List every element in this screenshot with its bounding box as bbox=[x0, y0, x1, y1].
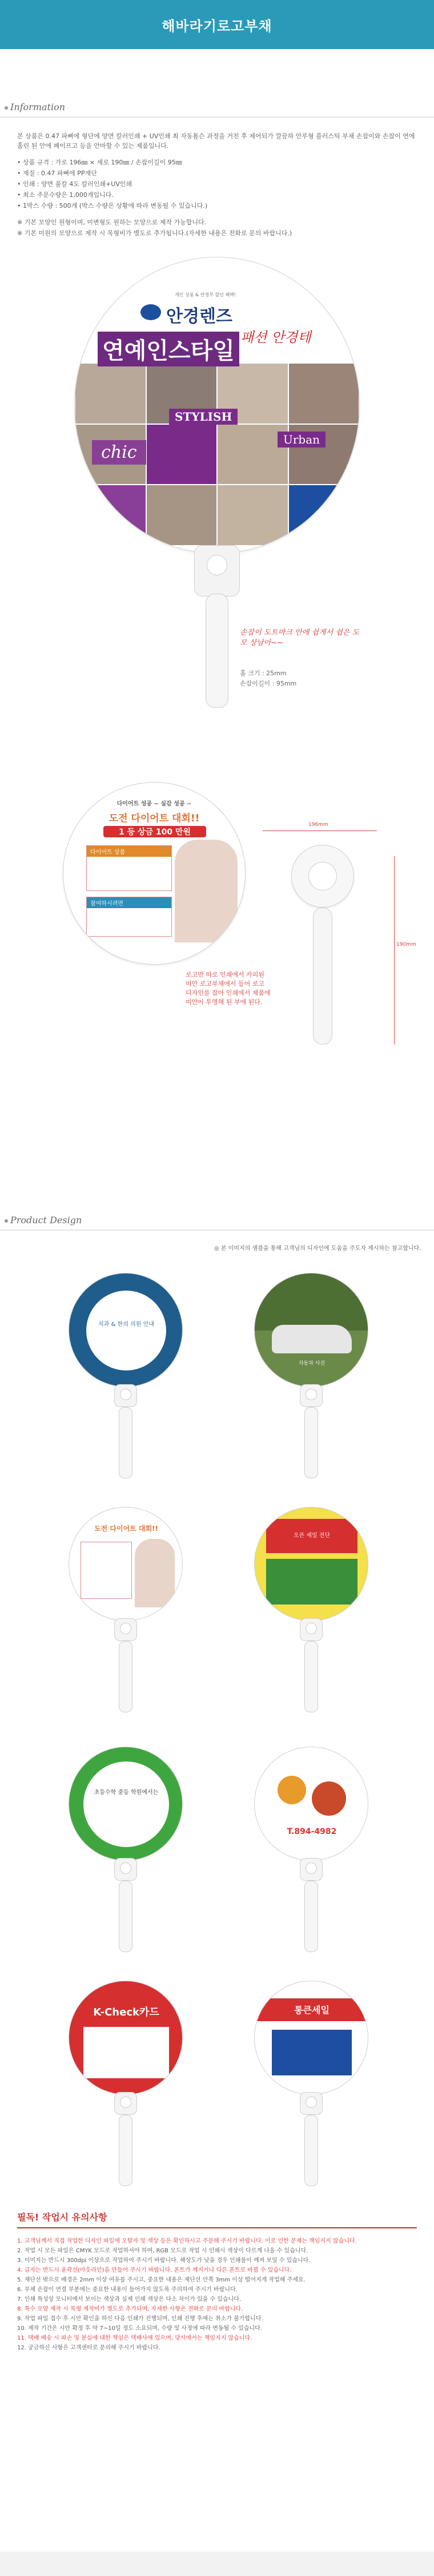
caution-item: 6. 부채 손잡이 연결 부분에는 중요한 내용이 들어가지 않도록 주의하여 주시기 바랍니다. bbox=[17, 2287, 238, 2293]
handle-length: 손잡이길이 : 95mm bbox=[240, 680, 297, 687]
caution-title: 필독! 작업시 유의사항 bbox=[17, 2212, 107, 2223]
sample-caption: T.894-4982 bbox=[287, 1827, 337, 1836]
front-model-photo bbox=[175, 840, 238, 942]
sample-caption: 초등수학 중등 학원에서는 bbox=[94, 1789, 159, 1796]
sample-caption: 통큰세일 bbox=[294, 2005, 329, 2015]
front-challenge: 도전 다이어트 대회!! bbox=[108, 813, 200, 824]
fan-front-disc bbox=[63, 782, 246, 965]
sample-diet bbox=[69, 1507, 183, 1712]
sample-hole bbox=[306, 1623, 317, 1634]
spec-material: • 재질 : 0.47 파뼈에 PP재단 bbox=[17, 170, 97, 177]
sample-disc bbox=[254, 1273, 368, 1387]
product-design-header bbox=[0, 1204, 434, 1240]
spec-size: • 상품 규격 : 가로 196㎜ × 세로 190㎜ / 손잡이길이 95㎜ bbox=[17, 159, 182, 166]
divider bbox=[0, 1229, 434, 1231]
front-section-box-1 bbox=[86, 845, 172, 891]
sample-hole bbox=[306, 1389, 317, 1400]
front-section-box-2 bbox=[86, 897, 172, 937]
sample-caption: 도전 다이어트 대회!! bbox=[94, 1525, 159, 1533]
caution-item: 11. 택배 배송 시 파손 및 분실에 대한 책임은 택배사에 있으며, 당사에서는 책임지지 않습니다. bbox=[17, 2335, 252, 2341]
front-section-1: 다이어트 상품 bbox=[87, 846, 171, 857]
spec-box: • 1박스 수량 : 500개 (박스 수량은 상황에 따라 변동될 수 있습니다.) bbox=[17, 202, 208, 209]
sample-caption: 오픈 세일 전단 bbox=[293, 1533, 331, 1539]
sample-handle bbox=[119, 1407, 132, 1478]
width-dimension-label: 196mm bbox=[308, 822, 328, 828]
sample-hole bbox=[120, 1389, 131, 1400]
sample-card bbox=[69, 1981, 183, 2186]
fan-brand: 안경렌즈 bbox=[166, 307, 232, 326]
sample-disc bbox=[254, 1507, 368, 1621]
caution-item: 4. 글자는 반드시 윤곽선(아웃라인)을 만들어 주시기 바랍니다. 폰트가 깨지거나 다른 폰트로 바뀔 수 있습니다. bbox=[17, 2267, 292, 2273]
information-text bbox=[17, 131, 417, 239]
caution-item: 10. 제작 기간은 시안 확정 후 약 7~10일 정도 소요되며, 수량 및 사정에 따라 변동될 수 있습니다. bbox=[17, 2325, 263, 2332]
front-section-2: 참여하시려면 bbox=[87, 897, 171, 908]
product-design-intro: ◎ 본 이미지의 샘플을 통해 고객님의 디자인에 도움을 주도자 제시하는 참고합니다. bbox=[214, 1245, 421, 1252]
sample-caption: 치과 & 한의 의원 안내 bbox=[98, 1321, 154, 1328]
caution-list bbox=[17, 2236, 417, 2353]
side-handle bbox=[313, 908, 332, 1045]
sample-disc bbox=[254, 1747, 368, 1861]
caution-divider bbox=[17, 2227, 417, 2228]
sample-handle bbox=[304, 2115, 318, 2186]
sample-hole bbox=[306, 2097, 317, 2108]
note-mold: ※ 기본 미원의 모양으로 제작 시 목형비가 별도로 추가됩니다.(자세한 내용은 전화로 문의 바랍니다.) bbox=[17, 229, 292, 237]
fan-hole bbox=[207, 555, 227, 575]
sample-car bbox=[254, 1273, 368, 1478]
information-header bbox=[0, 91, 434, 127]
fan-subtitle: 패션 안경테 bbox=[240, 329, 311, 345]
fan-front-view bbox=[63, 782, 246, 965]
information-label: Information bbox=[10, 102, 66, 112]
fan-disc bbox=[74, 257, 360, 554]
sample-handle bbox=[119, 1641, 132, 1712]
sample-hole bbox=[120, 2097, 131, 2108]
urban-label: Urban bbox=[278, 432, 326, 448]
sample-open bbox=[254, 1981, 368, 2186]
logo-callout: 로고만 따로 인쇄에서 카피된 미안 로고부채에서 들어 로고 디자인를 잡아 인쇄에서 제품에 미안이 투명해 된 부에 된다. bbox=[186, 971, 271, 1006]
sample-disc bbox=[69, 1507, 183, 1621]
caution-item: 12. 궁금하신 사항은 고객센터로 문의해 주시기 바랍니다. bbox=[17, 2345, 160, 2351]
page-footer bbox=[0, 2551, 434, 2576]
spec-print: • 인쇄 : 양면 풀칼 4도 칼러인쇄+UV인쇄 bbox=[17, 180, 132, 188]
sample-handle bbox=[304, 1641, 318, 1712]
sample-hole bbox=[306, 1863, 317, 1874]
sample-caption: K-Check카드 bbox=[93, 2006, 159, 2018]
sample-handle bbox=[119, 1881, 132, 1952]
info-intro: 본 상품은 0.47 파뼈에 형단에 양면 칼러인쇄 + UV인쇄 최 자동톰슨 과정을 거친 후 제어되가 깔끔하 안루형 플러스틱 부채 손잡이와 손잡이 연에 홀린 된 안에 페이프고 등을 안마할 수 있는 제품입니다. bbox=[17, 132, 415, 150]
fan-title: 연예인스타일 bbox=[98, 332, 239, 366]
caution-item: 1. 고객님께서 직접 작업한 디자인 파일에 오탈자 및 색상 등은 확인하시고 주문해 주시기 바랍니다. 이로 인한 문제는 책임지지 않습니다. bbox=[17, 2238, 357, 2244]
sample-disc bbox=[69, 1981, 183, 2095]
front-top-text: 다이어트 성공 ~ 실감 성공 ~ bbox=[116, 801, 192, 807]
stylish-label: STYLISH bbox=[169, 409, 238, 425]
sample-handle bbox=[304, 1881, 318, 1952]
product-design-label: Product Design bbox=[10, 1215, 82, 1225]
page-title: 해바라기로고부채 bbox=[162, 18, 272, 34]
bullet-icon bbox=[5, 1219, 8, 1223]
sample-sale bbox=[254, 1507, 368, 1712]
sample-disc bbox=[254, 1981, 368, 2095]
height-dimension-label: 190mm bbox=[396, 942, 416, 948]
spec-min-order: • 최소 주문수량은 1,000개입니다. bbox=[17, 191, 114, 199]
height-dimension-line bbox=[394, 856, 395, 1045]
side-hole bbox=[308, 862, 337, 890]
caution-item: 3. 이미지는 반드시 300dpi 이상으로 작업하여 주시기 바랍니다. 해상도가 낮을 경우 인쇄물이 깨져 보일 수 있습니다. bbox=[17, 2257, 311, 2264]
caution-item: 5. 재단선 밖으로 배경은 2mm 이상 여유를 주시고, 중요한 내용은 재단선 안쪽 3mm 이상 떨어지게 작업해 주세요. bbox=[17, 2277, 306, 2283]
fan-tagline: 개인 상품 & 안경부 할인 혜택! bbox=[175, 292, 236, 297]
sample-kids bbox=[69, 1747, 183, 1952]
chic-label: chic bbox=[92, 440, 146, 465]
sample-hole bbox=[120, 1863, 131, 1874]
sample-food bbox=[254, 1747, 368, 1952]
brand-logo-icon bbox=[140, 304, 161, 320]
hole-size: 홀 크기 : 25mm bbox=[240, 670, 287, 677]
sample-caption: 자동차 사진 bbox=[298, 1361, 326, 1366]
page-title-bar bbox=[0, 0, 434, 49]
caution-item: 9. 작업 파일 접수 후 시안 확인을 하신 다음 인쇄가 진행되며, 인쇄 진행 후에는 취소가 불가합니다. bbox=[17, 2316, 263, 2322]
front-prize: 1 등 상금 100 만원 bbox=[103, 826, 206, 837]
fan-side-view bbox=[263, 845, 388, 1130]
caution-item: 7. 인쇄 특성상 모니터에서 보이는 색상과 실제 인쇄 색상은 다소 차이가 있을 수 있습니다. bbox=[17, 2296, 242, 2303]
sample-handle bbox=[119, 2115, 132, 2186]
sample-disc bbox=[69, 1273, 183, 1387]
sample-disc bbox=[69, 1747, 183, 1861]
bullet-icon bbox=[5, 106, 8, 110]
sample-handle bbox=[304, 1407, 318, 1478]
sample-hole bbox=[120, 1623, 131, 1634]
divider bbox=[0, 116, 434, 118]
caution-item: 2. 작업 시 모든 파일은 CMYK 모드로 작업하셔야 하며, RGB 모드로 작업 시 인쇄시 색상이 다르게 나올 수 있습니다. bbox=[17, 2248, 308, 2254]
fan-annotation: 손잡이 도트마크 안에 쉽게서 쉽은 도모 상남아~~ bbox=[240, 628, 360, 647]
caution-item: 8. 특수 모양 제작 시 목형 제작비가 별도로 추가되며, 자세한 사항은 전화로 문의 바랍니다. bbox=[17, 2306, 243, 2312]
fan-handle bbox=[206, 594, 228, 708]
note-shape: ※ 기본 모양인 원형이며, 미변형도 원하는 모양으로 제작 가능합니다. bbox=[17, 219, 207, 226]
sample-dental bbox=[69, 1273, 183, 1478]
